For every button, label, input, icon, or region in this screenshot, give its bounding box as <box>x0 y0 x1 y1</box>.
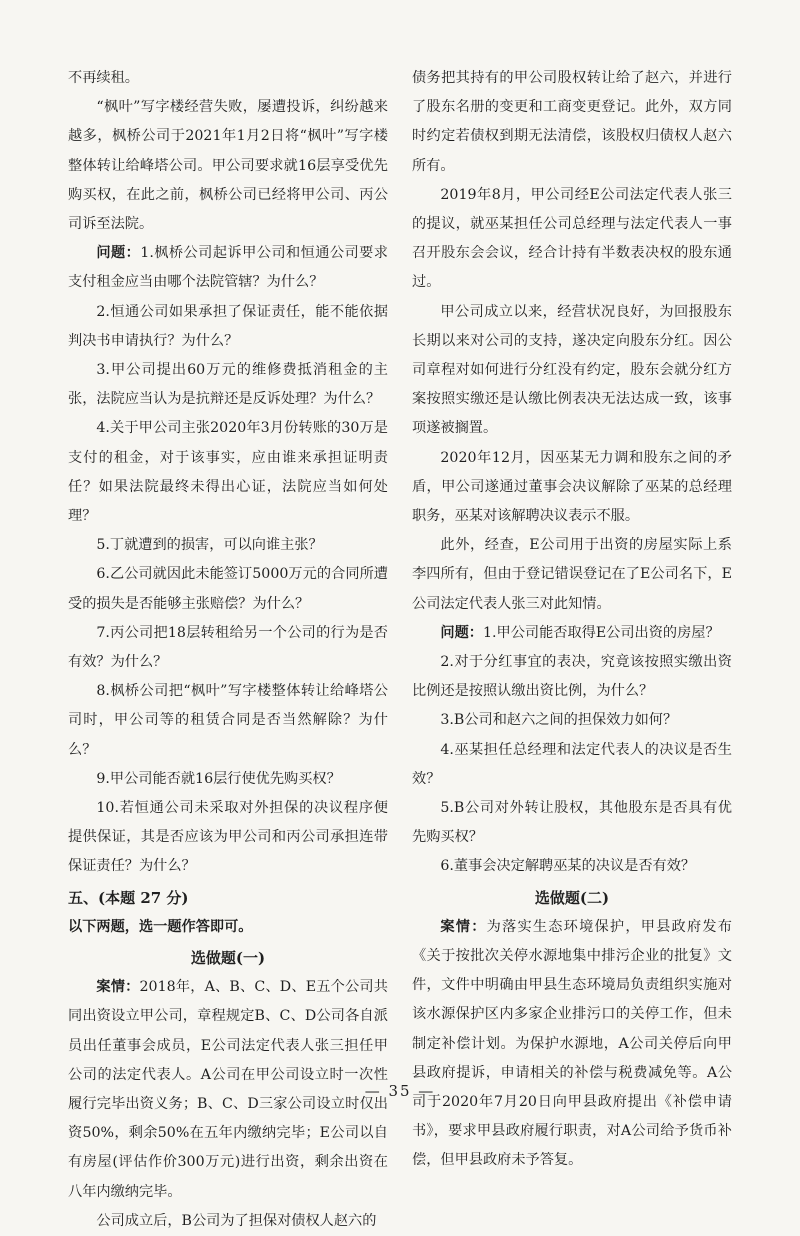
question-label: 问题： <box>440 624 483 641</box>
case-label: 案情： <box>96 979 140 996</box>
question-item: 4.关于甲公司主张2020年3月份转账的30万是支付的租金，对于该事实，应由谁来承担证明责任？如果法院最终未得出心证，法院应当如何处理？ <box>68 420 388 525</box>
question-item <box>412 619 732 648</box>
subheading-option-2: 选做题(二) <box>534 888 610 907</box>
question-item: 2.对于分红事宜的表决，究竟该按照实缴出资比例还是按照认缴出资比例，为什么？ <box>412 654 732 700</box>
left-column <box>68 64 388 1236</box>
case-text: 为落实生态环境保护，甲县政府发布《关于按批次关停水源地集中排污企业的批复》文件，文件中明确由甲县生态环境局负责组织实施对该水源保护区内多家企业排污口的关停工作，但未制定补偿计划。为保护水源地，A公司关停后向甲县政府提诉，申请相关的补偿与税费减免等。A公司于2020年7月20日向甲县政府提出《补偿申请书》，要求甲县政府履行职责，对A公司给予货币补偿，但甲县政府未予答复。 <box>412 918 732 1169</box>
question-item: 3.B公司和赵六之间的担保效力如何？ <box>440 712 678 729</box>
question-item: 5.丁就遭到的损害，可以向谁主张？ <box>96 537 323 554</box>
question-item: 7.丙公司把18层转租给另一个公司的行为是否有效？为什么？ <box>68 624 388 671</box>
paragraph: 公司成立后，B公司为了担保对债权人赵六的 <box>96 1212 377 1229</box>
paragraph: 不再续租。 <box>68 70 139 86</box>
paragraph: 甲公司成立以来，经营状况良好，为回报股东长期以来对公司的支持，遂决定向股东分红。因公司章程对如何进行分红没有约定，股东会就分红方案按照实缴还是认缴比例表决无法达成一致，该事项遂被搁置。 <box>412 303 732 437</box>
paragraph: 此外，经查，E公司用于出资的房屋实际上系李四所有，但由于登记错误登记在了E公司名下，E公司法定代表人张三对此知情。 <box>412 537 732 612</box>
question-label: 问题： <box>96 245 141 262</box>
section-heading: 五、(本题 27 分) <box>68 888 189 907</box>
case-label: 案情： <box>440 918 487 935</box>
right-column <box>412 64 732 1176</box>
case-paragraph <box>412 913 732 1176</box>
question-item: 2.恒通公司如果承担了保证责任，能不能依据判决书申请执行？为什么？ <box>68 303 388 349</box>
instruction-text: 以下两题，选一题作答即可。 <box>68 918 253 935</box>
paragraph: 2019年8月，甲公司经E公司法定代表人张三的提议，就巫某担任公司总经理与法定代表人一事召开股东会会议，经合计持有半数表决权的股东通过。 <box>412 186 732 291</box>
question-item: 5.B公司对外转让股权，其他股东是否具有优先购买权？ <box>412 800 732 846</box>
question-item: 6.乙公司就因此未能签订5000万元的合同所遭受的损失是否能够主张赔偿？为什么？ <box>68 566 388 612</box>
page-number: — 35 — <box>364 1082 436 1100</box>
question-item: 10.若恒通公司未采取对外担保的决议程序便提供保证，其是否应该为甲公司和丙公司承担连带保证责任？为什么？ <box>68 800 388 875</box>
question-item: 6.董事会决定解聘巫某的决议是否有效？ <box>440 858 696 875</box>
question-text: 1.甲公司能否取得E公司出资的房屋？ <box>482 624 720 641</box>
case-text: 2018年，A、B、C、D、E五个公司共同出资设立甲公司，章程规定B、C、D公司各自派员出任董事会成员，E公司法定代表人张三担任甲公司的法定代表人。A公司在甲公司设立时一次性履行完毕出资义务；B、C、D三家公司设立时仅出资50%，剩余50%在五年内缴纳完毕；E公司以自有房屋(评估作价300万元)进行出资，剩余出资在八年内缴纳完毕。 <box>68 979 388 1200</box>
question-item <box>68 239 388 297</box>
subheading-option-1: 选做题(一) <box>190 949 266 968</box>
question-text: 1.枫桥公司起诉甲公司和恒通公司要求支付租金应当由哪个法院管辖？为什么？ <box>68 245 388 291</box>
question-item: 3.甲公司提出60万元的维修费抵消租金的主张，法院应当认为是抗辩还是反诉处理？为什么？ <box>68 362 388 408</box>
paragraph: 2020年12月，因巫某无力调和股东之间的矛盾，甲公司遂通过董事会决议解除了巫某的总经理职务，巫某对该解聘决议表示不服。 <box>412 449 732 525</box>
question-item: 4.巫某担任总经理和法定代表人的决议是否生效？ <box>412 741 732 787</box>
question-item: 9.甲公司能否就16层行使优先购买权？ <box>96 770 341 787</box>
paragraph: “枫叶”写字楼经营失败，屡遭投诉，纠纷越来越多，枫桥公司于2021年1月2日将“枫叶”写字楼整体转让给峰塔公司。甲公司要求就16层享受优先购买权，在此之前，枫桥公司已经将甲公司、丙公司诉至法院。 <box>68 99 388 233</box>
question-item: 8.枫桥公司把“枫叶”写字楼整体转让给峰塔公司时，甲公司等的租赁合同是否当然解除？为什么？ <box>68 683 388 758</box>
paragraph: 债务把其持有的甲公司股权转让给了赵六，并进行了股东名册的变更和工商变更登记。此外，双方同时约定若债权到期无法清偿，该股权归债权人赵六所有。 <box>412 70 732 174</box>
